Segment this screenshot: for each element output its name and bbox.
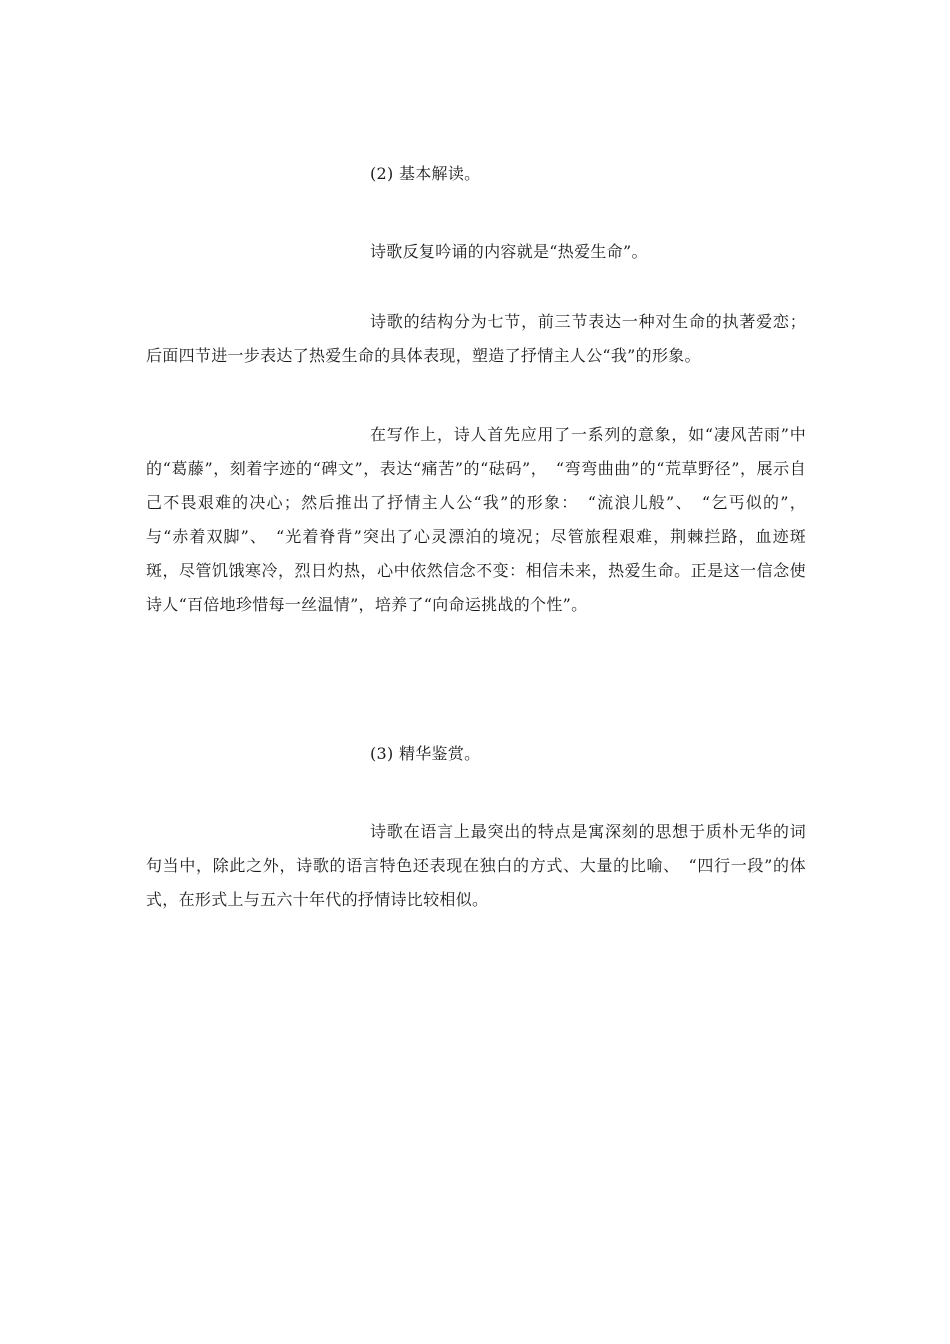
paragraph-imagery: 在写作上，诗人首先应用了一系列的意象，如“凄风苦雨”中的“葛藤”，刻着字迹的“碑文”，表达“痛苦”的“砝码”， “弯弯曲曲”的“荒草野径”，展示自己不畏艰难的决心；然后推出了抒情主人公“我”的形象： “流浪儿般”、 “乞丐似的”，与“赤着双脚”、 “光着脊背”突出了心灵漂泊的境况；尽管旅程艰难，荆棘拦路，血迹斑斑，尽管饥饿寒冷，烈日灼热，心中依然信念不变：相信未来，热爱生命。正是这一信念使诗人“百倍地珍惜每一丝温情”，培养了“向命运挑战的个性”。 xyxy=(146,425,806,614)
paragraph-structure: 诗歌的结构分为七节，前三节表达一种对生命的执著爱恋；后面四节进一步表达了热爱生命的具体表现，塑造了抒情主人公“我”的形象。 xyxy=(146,312,806,365)
section-heading-basic-reading: (2) 基本解读。 xyxy=(370,164,481,183)
paragraph-theme: 诗歌反复吟诵的内容就是“热爱生命”。 xyxy=(370,242,648,261)
section-heading-appreciation: (3) 精华鉴赏。 xyxy=(370,744,481,763)
paragraph-language: 诗歌在语言上最突出的特点是寓深刻的思想于质朴无华的词句当中，除此之外，诗歌的语言特色还表现在独白的方式、大量的比喻、 “四行一段”的体式，在形式上与五六十年代的抒情诗比较相似。 xyxy=(146,822,806,909)
